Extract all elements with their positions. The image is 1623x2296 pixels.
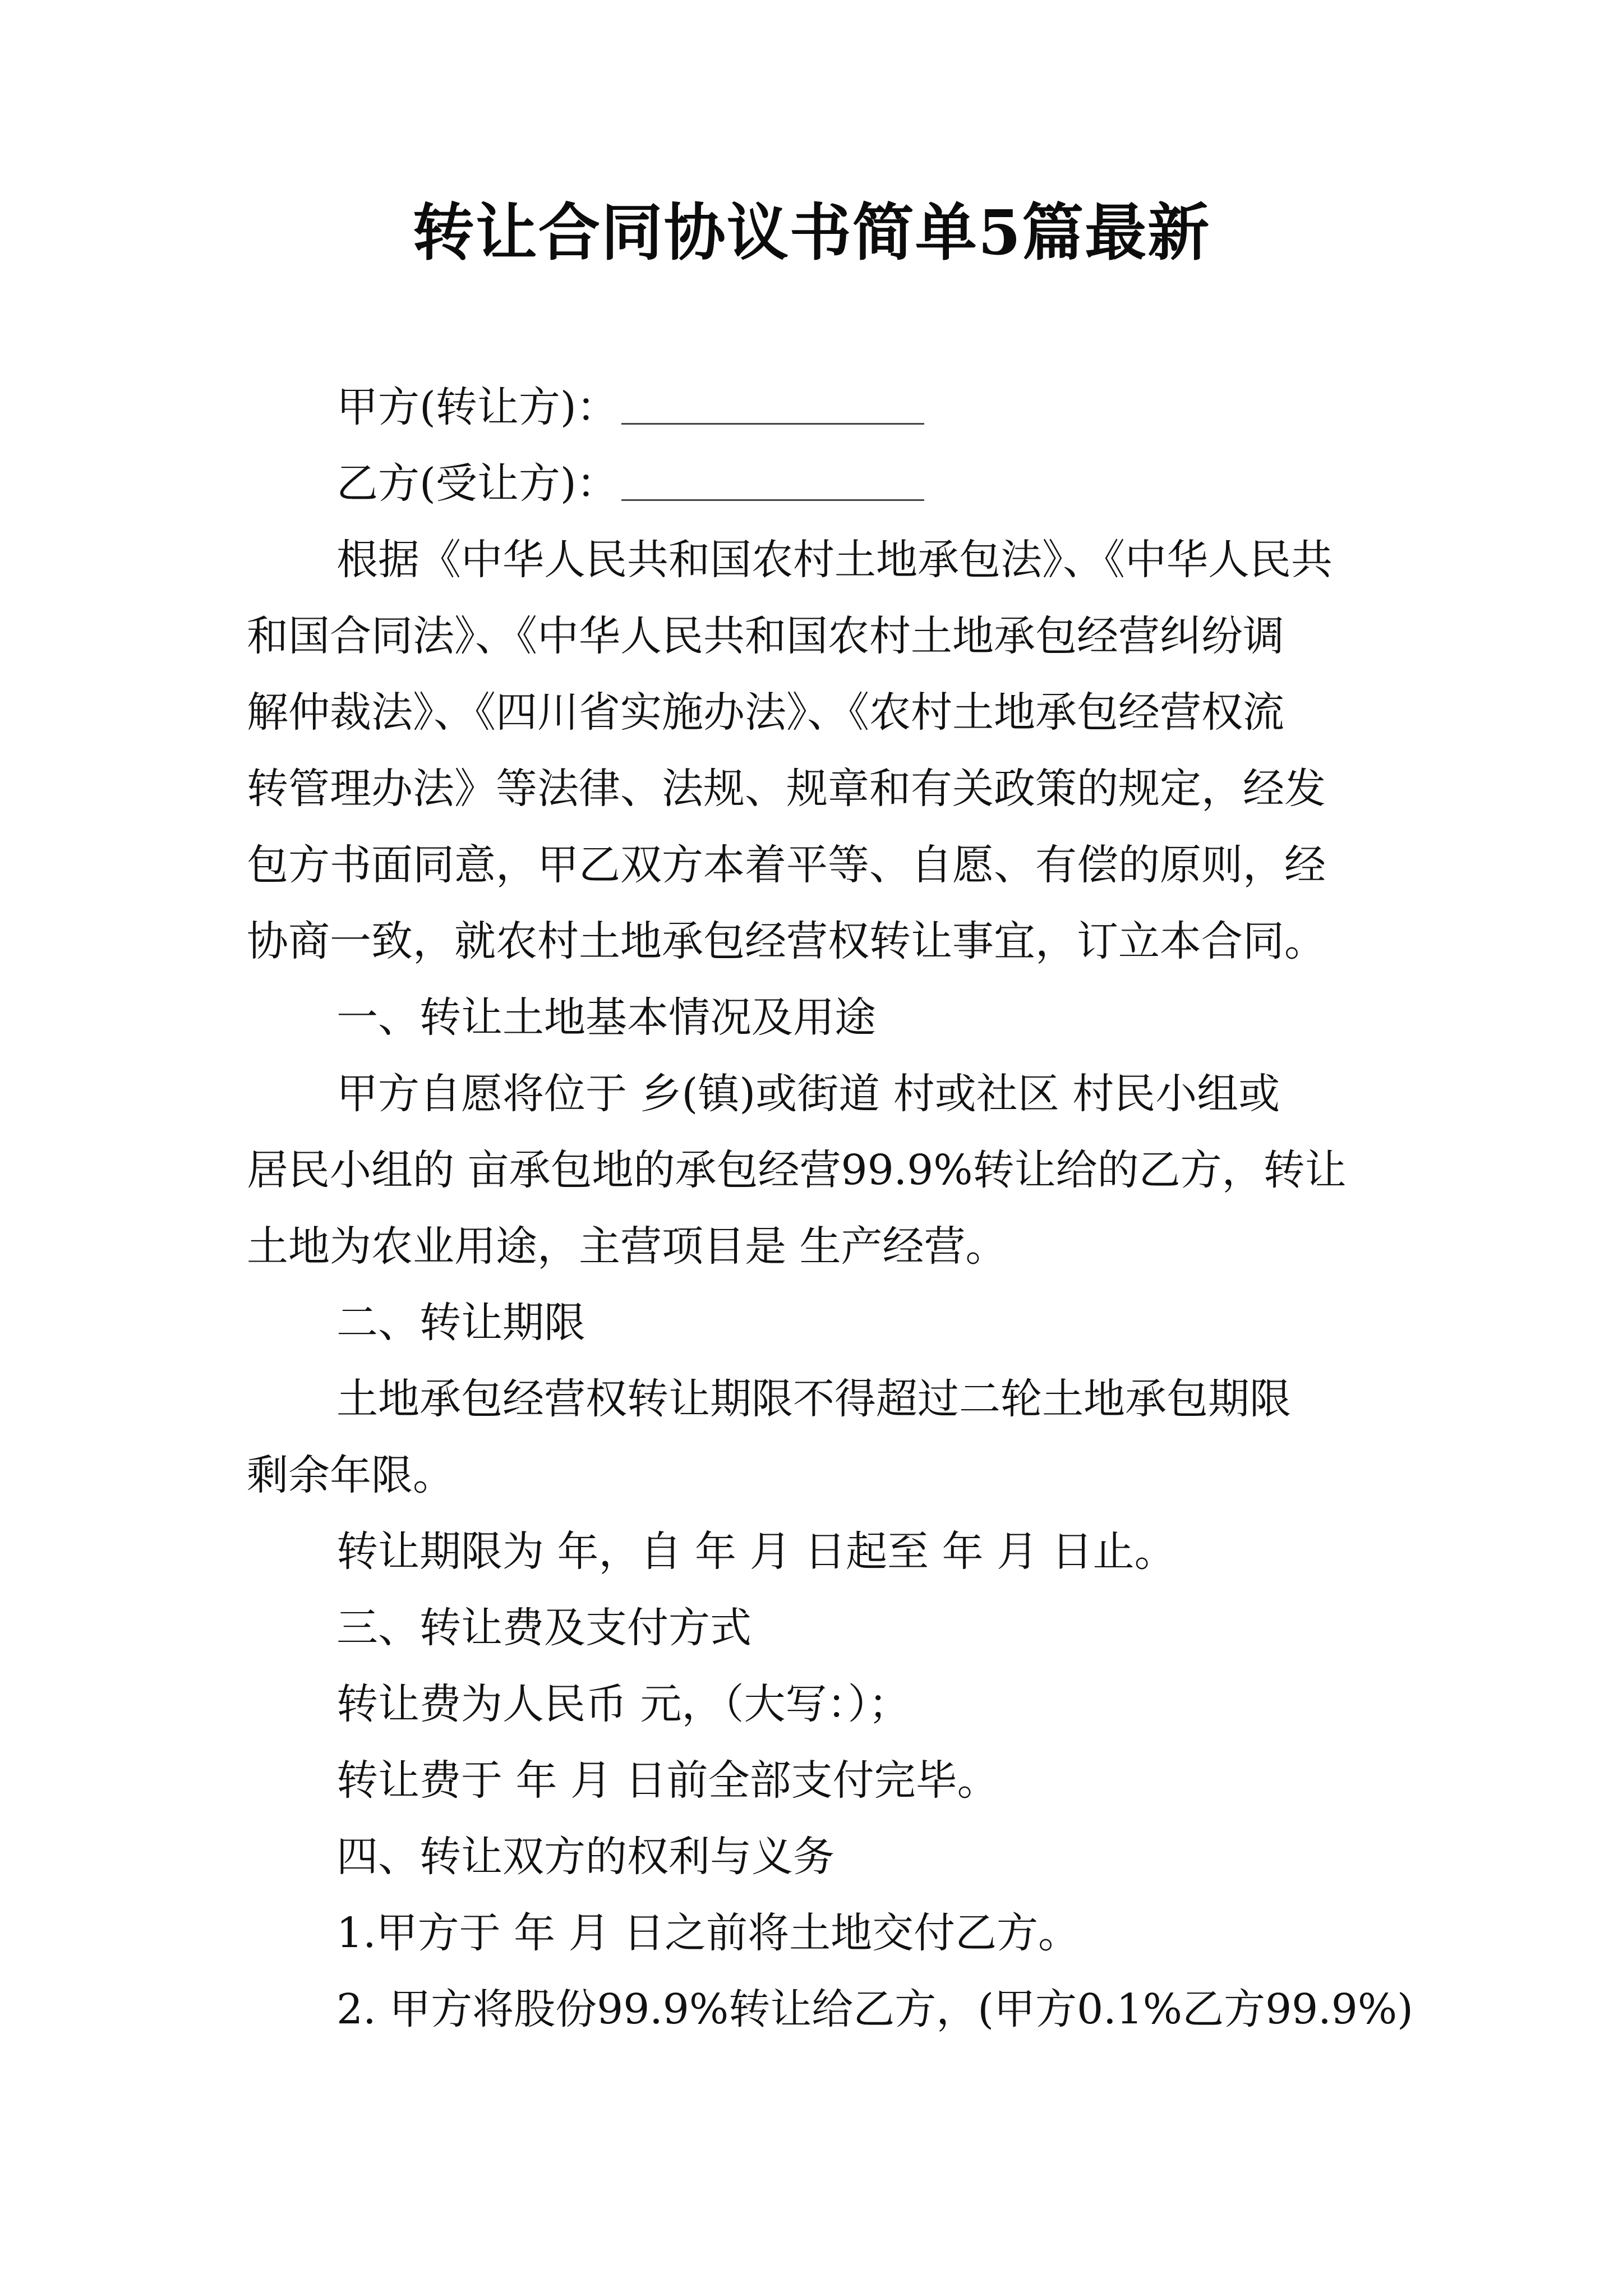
- text-line: 2. 甲方将股份99.9%转让给乙方，(甲方0.1%乙方99.9%): [336, 1985, 1414, 2033]
- document-title: 转让合同协议书简单5篇最新: [412, 196, 1211, 269]
- party-a-line: [247, 369, 1391, 445]
- text-line: 1.甲方于 年 月 日之前将土地交付乙方。: [336, 1909, 1080, 1957]
- text-line: 三、转让费及支付方式: [336, 1604, 751, 1652]
- text-line: 包方书面同意，甲乙双方本着平等、自愿、有偿的原则，经: [247, 841, 1326, 889]
- text-line: 甲方自愿将位于 乡(镇)或街道 村或社区 村民小组或: [336, 1070, 1280, 1118]
- text-line: 二、转让期限: [336, 1299, 585, 1347]
- text-line: 转让费为人民币 元，（大写：）；: [336, 1680, 910, 1728]
- text-line: 转让期限为 年，自 年 月 日起至 年 月 日止。: [336, 1527, 1176, 1576]
- text-line: 剩余年限。: [247, 1451, 454, 1499]
- party-a-label: 甲方(转让方)：: [336, 383, 618, 431]
- party-b-label: 乙方(受让方)：: [336, 459, 618, 508]
- text-line: 居民小组的 亩承包地的承包经营99.9%转让给的乙方，转让: [247, 1146, 1347, 1194]
- party-a-blank: [621, 384, 924, 425]
- paragraph-lines: [247, 522, 1414, 2047]
- text-line: 根据《中华人民共和国农村土地承包法》、《中华人民共: [336, 536, 1332, 584]
- text-line: 一、转让土地基本情况及用途: [336, 993, 876, 1042]
- text-line: 土地承包经营权转让期限不得超过二轮土地承包期限: [336, 1375, 1291, 1423]
- document-body: [247, 369, 1414, 2047]
- party-b-line: [247, 445, 1391, 522]
- text-line: 土地为农业用途，主营项目是 生产经营。: [247, 1222, 1007, 1271]
- text-line: 和国合同法》、《中华人民共和国农村土地承包经营纠纷调: [247, 612, 1284, 660]
- text-line: 协商一致，就农村土地承包经营权转让事宜，订立本合同。: [247, 917, 1326, 965]
- text-line: 解仲裁法》、《四川省实施办法》、《农村土地承包经营权流: [247, 688, 1284, 737]
- text-line: 转管理办法》等法律、法规、规章和有关政策的规定，经发: [247, 765, 1326, 813]
- text-line: 四、转让双方的权利与义务: [336, 1833, 834, 1881]
- text-line: 转让费于 年 月 日前全部支付完毕。: [336, 1756, 999, 1805]
- party-b-blank: [621, 460, 924, 501]
